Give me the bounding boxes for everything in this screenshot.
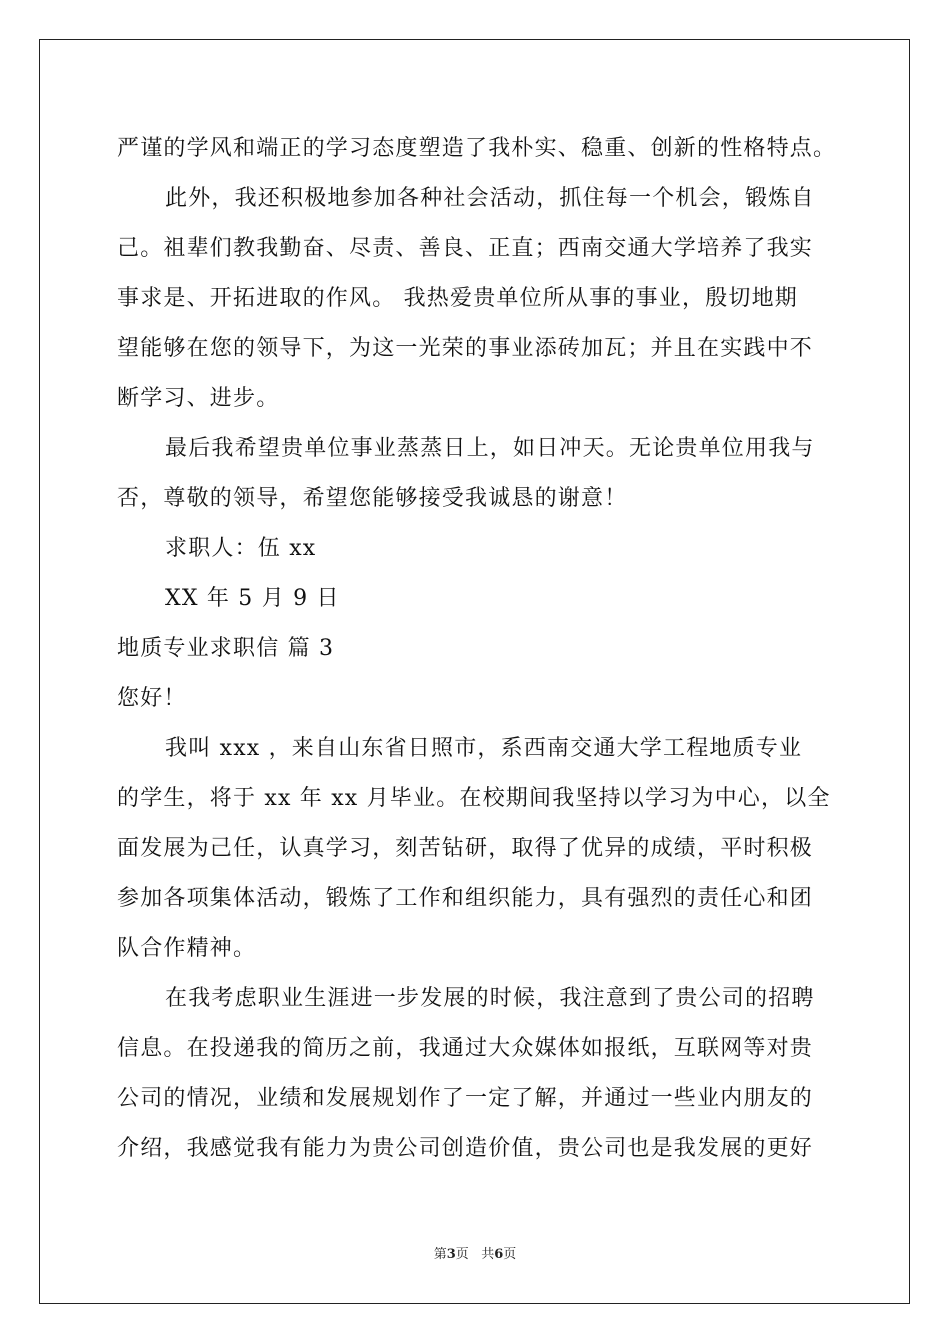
page-border	[39, 39, 910, 1304]
total-prefix: 共	[481, 1247, 495, 1262]
body-line: 的学生，将于 xx 年 xx 月毕业。在校期间我坚持以学习为中心，以全	[117, 786, 831, 811]
page-number: 3	[446, 1247, 456, 1262]
body-line: 断学习、进步。	[117, 386, 280, 411]
section-heading: 地质专业求职信 篇 3	[117, 636, 335, 661]
body-line: 在我考虑职业生涯进一步发展的时候，我注意到了贵公司的招聘	[165, 986, 815, 1011]
body-line: 介绍，我感觉我有能力为贵公司创造价值，贵公司也是我发展的更好	[117, 1136, 814, 1161]
body-line: 面发展为己任，认真学习，刻苦钻研，取得了优异的成绩，平时积极	[117, 836, 814, 861]
body-line: 望能够在您的领导下，为这一光荣的事业添砖加瓦；并且在实践中不	[117, 336, 814, 361]
body-line: 参加各项集体活动，锻炼了工作和组织能力，具有强烈的责任心和团	[117, 886, 814, 911]
body-line: 严谨的学风和端正的学习态度塑造了我朴实、稳重、创新的性格特点。	[117, 136, 837, 161]
body-line: 信息。在投递我的简历之前，我通过大众媒体如报纸，互联网等对贵	[117, 1036, 814, 1061]
body-line: 队合作精神。	[117, 936, 257, 961]
total-suffix: 页	[503, 1247, 517, 1262]
date-line: XX 年 5 月 9 日	[165, 586, 340, 611]
signature-line: 求职人：伍 xx	[165, 536, 317, 561]
page-footer	[0, 1246, 950, 1264]
greeting: 您好！	[117, 686, 187, 711]
body-line: 否，尊敬的领导，希望您能够接受我诚恳的谢意！	[117, 486, 628, 511]
total-pages: 6	[494, 1247, 504, 1262]
body-line: 己。祖辈们教我勤奋、尽责、善良、正直；西南交通大学培养了我实	[117, 236, 814, 261]
page-prefix: 第	[433, 1247, 447, 1262]
body-line: 我叫 xxx ，来自山东省日照市，系西南交通大学工程地质专业	[165, 736, 803, 761]
body-line: 公司的情况，业绩和发展规划作了一定了解，并通过一些业内朋友的	[117, 1086, 814, 1111]
body-line: 最后我希望贵单位事业蒸蒸日上，如日冲天。无论贵单位用我与	[165, 436, 815, 461]
page-suffix: 页	[455, 1247, 469, 1262]
body-line: 事求是、开拓进取的作风。 我热爱贵单位所从事的事业，殷切地期	[117, 286, 798, 311]
body-line: 此外，我还积极地参加各种社会活动，抓住每一个机会，锻炼自	[165, 186, 815, 211]
